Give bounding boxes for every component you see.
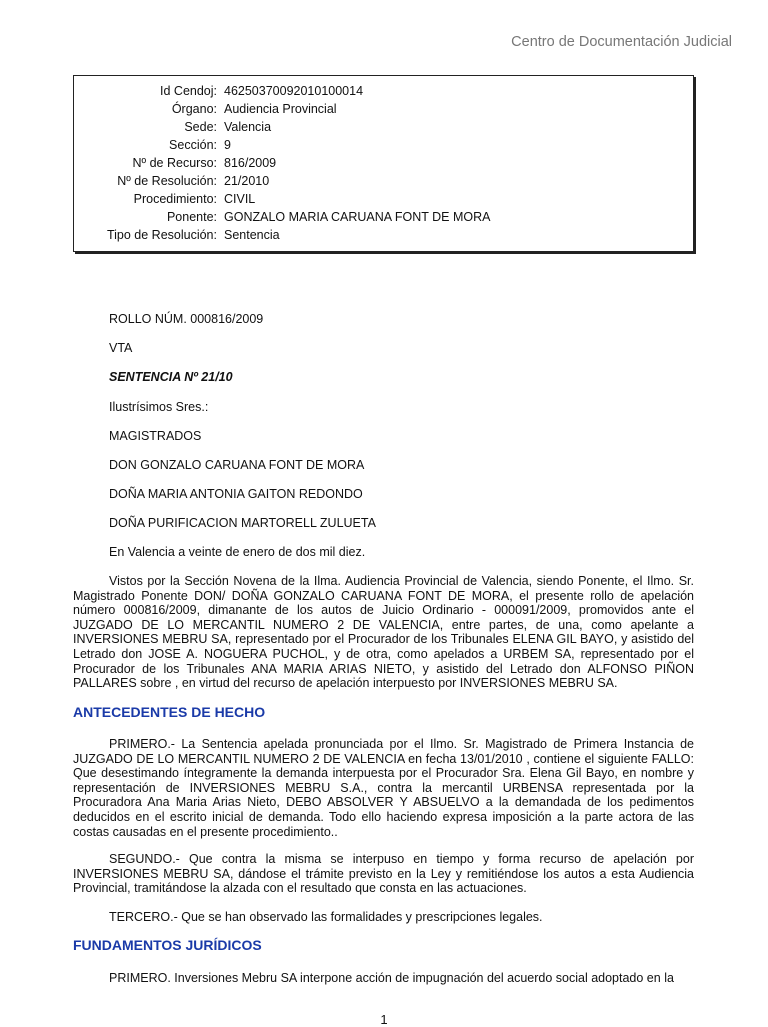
- ilustrisimos-label: Ilustrísimos Sres.:: [109, 400, 209, 414]
- metadata-label: Nº de Resolución:: [117, 174, 217, 188]
- antecedentes-heading: ANTECEDENTES DE HECHO: [73, 704, 266, 720]
- sentencia-number: SENTENCIA Nº 21/10: [109, 370, 233, 384]
- magistrados-heading: MAGISTRADOS: [109, 429, 202, 443]
- metadata-value: Audiencia Provincial: [224, 102, 337, 116]
- date-line: En Valencia a veinte de enero de dos mil diez.: [109, 545, 366, 559]
- metadata-row: [74, 156, 693, 174]
- metadata-row: [74, 210, 693, 228]
- metadata-row: [74, 228, 693, 246]
- antecedente-paragraph: SEGUNDO.- Que contra la misma se interpuso en tiempo y forma recurso de apelación por INVERSIONES MEBRU SA, dándose el trámite previsto en la Ley y remitiéndose los autos a esta Audiencia Provincial, tramitándose la alzada con el resultado que consta en las actuaciones.: [73, 852, 694, 896]
- fundamentos-heading: FUNDAMENTOS JURÍDICOS: [73, 937, 262, 953]
- magistrado-name: DOÑA MARIA ANTONIA GAITON REDONDO: [109, 487, 363, 501]
- metadata-label: Sección:: [169, 138, 217, 152]
- rollo-number: ROLLO NÚM. 000816/2009: [109, 312, 264, 326]
- metadata-row: [74, 192, 693, 210]
- fundamento-paragraph: PRIMERO. Inversiones Mebru SA interpone acción de impugnación del acuerdo social adoptado en la: [109, 971, 674, 985]
- document-body: [73, 312, 694, 1012]
- metadata-label: Procedimiento:: [133, 192, 217, 206]
- metadata-value: 816/2009: [224, 156, 277, 170]
- metadata-label: Ponente:: [166, 210, 217, 224]
- metadata-row: [74, 174, 693, 192]
- metadata-value: CIVIL: [224, 192, 256, 206]
- magistrado-name: DOÑA PURIFICACION MARTORELL ZULUETA: [109, 516, 376, 530]
- metadata-value: 46250370092010100014: [224, 84, 364, 98]
- header-organization: Centro de Documentación Judicial: [511, 34, 732, 50]
- metadata-row: [74, 138, 693, 156]
- metadata-box: [73, 75, 694, 252]
- antecedente-paragraph: TERCERO.- Que se han observado las formalidades y prescripciones legales.: [109, 910, 543, 924]
- metadata-label: Nº de Recurso:: [132, 156, 217, 170]
- metadata-row: [74, 102, 693, 120]
- metadata-label: Órgano:: [171, 102, 217, 116]
- metadata-label: Sede:: [184, 120, 217, 134]
- vta-label: VTA: [109, 341, 133, 355]
- page-number: 1: [380, 1012, 388, 1027]
- metadata-value: 9: [224, 138, 231, 152]
- metadata-value: GONZALO MARIA CARUANA FONT DE MORA: [224, 210, 491, 224]
- metadata-value: Valencia: [224, 120, 272, 134]
- vistos-paragraph: Vistos por la Sección Novena de la Ilma. Audiencia Provincial de Valencia, siendo Ponente, el Ilmo. Sr. Magistrado Ponente DON/ DOÑA GONZALO CARUANA FONT DE MORA, el presente rollo de apelación número 000816/2009, dimanante de los autos de Juicio Ordinario - 000091/2009, promovidos ante el JUZGADO DE LO MERCANTIL NUMERO 2 DE VALENCIA, entre partes, de una, como apelante a INVERSIONES MEBRU SA, representado por el Procurador de los Tribunales ELENA GIL BAYO, y asistido del Letrado don JOSE A. NOGUERA PUCHOL, y de otra, como apelados a URBEM SA, representado por el Procurador de los Tribunales ANA MARIA ARIAS NIETO, y asistido del Letrado don ALFONSO PIÑON PALLARES sobre , en virtud del recurso de apelación interpuesto por INVERSIONES MEBRU SA.: [73, 574, 694, 691]
- metadata-label: Id Cendoj:: [160, 84, 217, 98]
- metadata-row: [74, 120, 693, 138]
- metadata-row: [74, 84, 693, 102]
- magistrado-name: DON GONZALO CARUANA FONT DE MORA: [109, 458, 365, 472]
- metadata-value: Sentencia: [224, 228, 280, 242]
- metadata-value: 21/2010: [224, 174, 270, 188]
- antecedente-paragraph: PRIMERO.- La Sentencia apelada pronunciada por el Ilmo. Sr. Magistrado de Primera Instancia de JUZGADO DE LO MERCANTIL NUMERO 2 DE VALENCIA en fecha 13/01/2010 , contiene el siguiente FALLO: Que desestimando íntegramente la demanda interpuesta por el Procurador Sra. Elena Gil Bayo, en nombre y representación de INVERSIONES MEBRU S.A., contra la mercantil URBENSA representada por la Procuradora Ana Maria Arias Nieto, DEBO ABSOLVER Y ABSUELVO a la demandada de los pedimentos deducidos en el escrito inicial de demanda. Todo ello haciendo expresa imposición a la parte actora de las costas causadas en el presente procedimiento..: [73, 737, 694, 839]
- metadata-label: Tipo de Resolución:: [106, 228, 217, 242]
